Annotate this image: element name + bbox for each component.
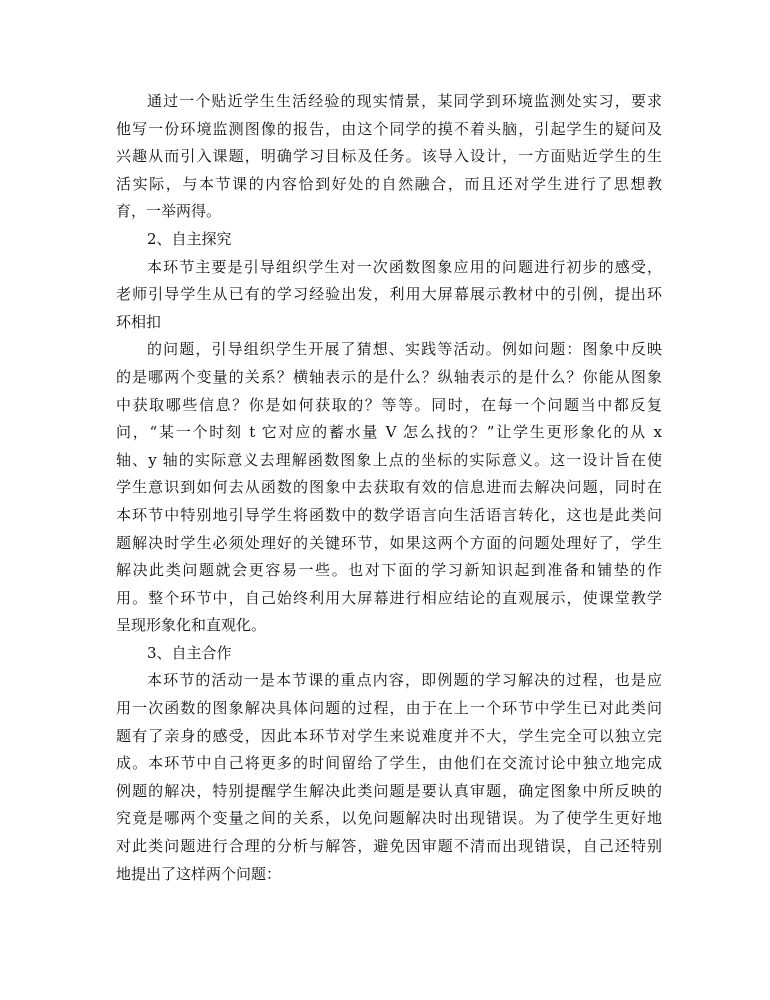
- paragraph-line: 本环节中特别地引导学生将函数中的数学语言向生活语言转化，这也是此类问: [116, 505, 662, 524]
- paragraph-line: 题解决时学生必须处理好的关键环节，如果这两个方面的问题处理好了，学生: [116, 533, 662, 552]
- paragraph-line: 例题的解决，特别提醒学生解决此类问题是要认真审题，确定图象中所反映的: [116, 781, 662, 800]
- paragraph-line: 成。本环节中自己将更多的时间留给了学生，由他们在交流讨论中独立地完成: [116, 754, 662, 773]
- paragraph-line: 老师引导学生从已有的学习经验出发，利用大屏幕展示教材中的引例，提出环: [116, 285, 662, 304]
- paragraph-line: 用一次函数的图象解决具体问题的过程，由于在上一个环节中学生已对此类问: [116, 699, 662, 718]
- paragraph-line: 究竟是哪两个变量之间的关系，以免问题解决时出现错误。为了使学生更好地: [116, 809, 662, 828]
- section-heading: 3、自主合作: [147, 643, 232, 662]
- paragraph-line: 对此类问题进行合理的分析与解答，避免因审题不清而出现错误，自己还特别: [116, 837, 662, 856]
- paragraph-line: 他写一份环境监测图像的报告，由这个同学的摸不着头脑，引起学生的疑问及: [116, 119, 662, 138]
- paragraph-line: 问，“某一个时刻 t 它对应的蓄水量 V 怎么找的？”让学生更形象化的从 x: [116, 423, 662, 442]
- paragraph-line: 地提出了这样两个问题：: [116, 864, 282, 883]
- paragraph-line: 轴、y 轴的实际意义去理解函数图象上点的坐标的实际意义。这一设计旨在使: [116, 450, 662, 469]
- paragraph-line: 活实际，与本节课的内容恰到好处的自然融合，而且还对学生进行了思想教: [116, 174, 662, 193]
- paragraph-line: 环相扣: [116, 312, 162, 331]
- paragraph-line: 学生意识到如何去从函数的图象中去获取有效的信息进而去解决问题，同时在: [116, 478, 662, 497]
- paragraph-line: 育，一举两得。: [116, 202, 222, 221]
- document-body: [116, 88, 662, 888]
- paragraph-line: 兴趣从而引入课题，明确学习目标及任务。该导入设计，一方面贴近学生的生: [116, 147, 662, 166]
- paragraph-line: 通过一个贴近学生生活经验的现实情景，某同学到环境监测处实习，要求: [147, 92, 662, 110]
- paragraph-line: 呈现形象化和直观化。: [116, 616, 267, 635]
- paragraph-line: 的问题，引导组织学生开展了猜想、实践等活动。例如问题：图象中反映: [147, 340, 662, 359]
- paragraph-line: 的是哪两个变量的关系？横轴表示的是什么？纵轴表示的是什么？你能从图象: [116, 367, 662, 386]
- paragraph-line: 本环节的活动一是本节课的重点内容，即例题的学习解决的过程，也是应: [147, 671, 662, 690]
- paragraph-line: 中获取哪些信息？你是如何获取的？等等。同时，在每一个问题当中都反复: [116, 395, 662, 414]
- paragraph-line: 本环节主要是引导组织学生对一次函数图象应用的问题进行初步的感受，: [147, 257, 662, 276]
- paragraph-line: 题有了亲身的感受，因此本环节对学生来说难度并不大，学生完全可以独立完: [116, 726, 662, 745]
- section-heading: 2、自主探究: [147, 229, 232, 248]
- paragraph-line: 用。整个环节中，自己始终利用大屏幕进行相应结论的直观展示，使课堂教学: [116, 588, 662, 607]
- paragraph-line: 解决此类问题就会更容易一些。也对下面的学习新知识起到准备和铺垫的作: [116, 561, 662, 580]
